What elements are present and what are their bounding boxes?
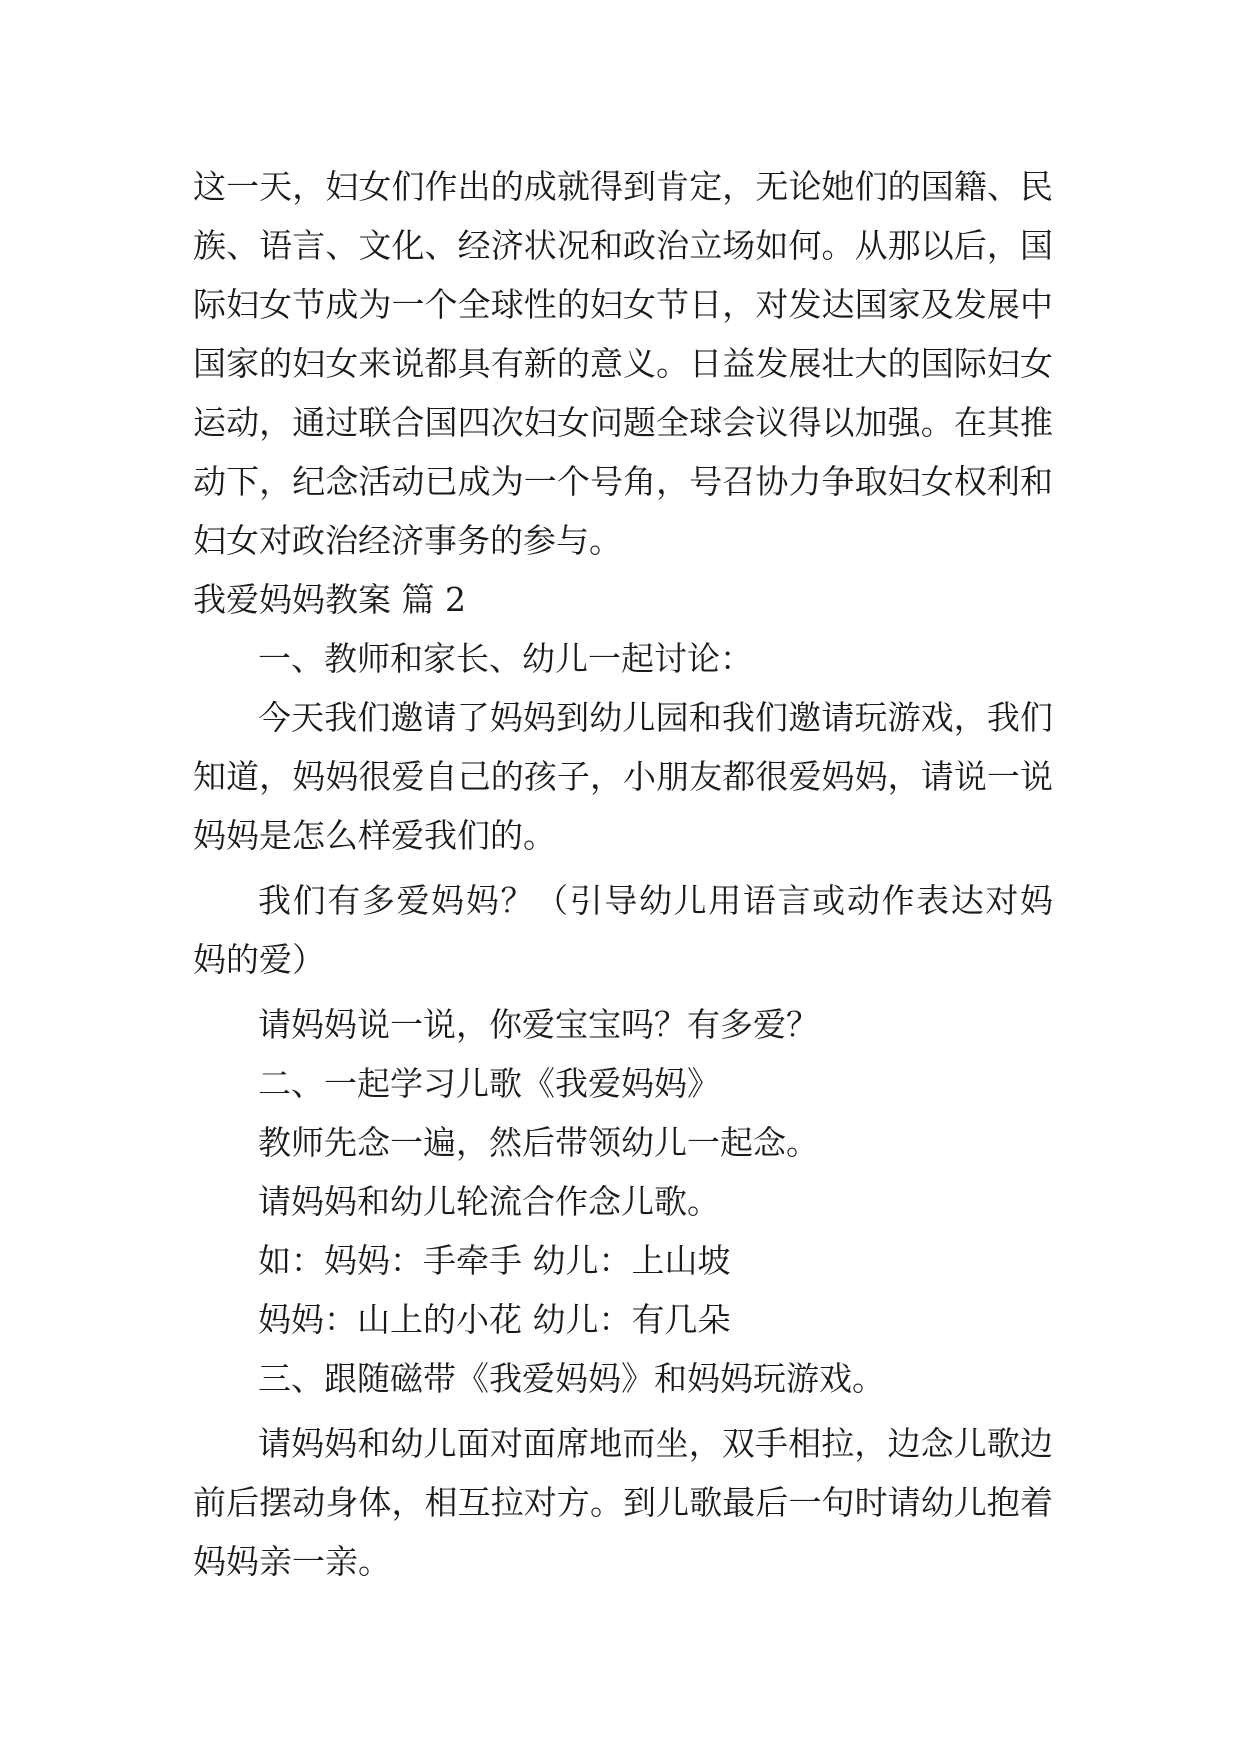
text-line: 请妈妈和幼儿轮流合作念儿歌。	[258, 1182, 720, 1221]
text-line: 今天我们邀请了妈妈到幼儿园和我们邀请玩游戏，我们	[258, 698, 1053, 737]
text-line: 动下，纪念活动已成为一个号角，号召协力争取妇女权利和	[193, 462, 1053, 501]
text-line: 际妇女节成为一个全球性的妇女节日，对发达国家及发展中	[193, 285, 1053, 324]
section-heading: 我爱妈妈教案 篇 2	[193, 580, 466, 619]
text-line: 妈妈是怎么样爱我们的。	[193, 816, 556, 855]
text-line: 我们有多爱妈妈？（引导幼儿用语言或动作表达对妈	[258, 881, 1053, 920]
text-line: 请妈妈和幼儿面对面席地而坐，双手相拉，边念儿歌边	[258, 1424, 1053, 1463]
text-line: 妇女对政治经济事务的参与。	[193, 521, 622, 560]
text-line: 国家的妇女来说都具有新的意义。日益发展壮大的国际妇女	[193, 344, 1053, 383]
text-line: 知道，妈妈很爱自己的孩子，小朋友都很爱妈妈，请说一说	[193, 757, 1053, 796]
text-line: 妈妈亲一亲。	[193, 1542, 391, 1581]
text-line: 这一天，妇女们作出的成就得到肯定，无论她们的国籍、民	[193, 167, 1053, 206]
text-line: 二、一起学习儿歌《我爱妈妈》	[258, 1064, 720, 1103]
text-line: 运动，通过联合国四次妇女问题全球会议得以加强。在其推	[193, 403, 1053, 442]
text-line: 族、语言、文化、经济状况和政治立场如何。从那以后，国	[193, 226, 1053, 265]
text-line: 前后摆动身体，相互拉对方。到儿歌最后一句时请幼儿抱着	[193, 1483, 1053, 1522]
text-line: 一、教师和家长、幼儿一起讨论：	[258, 639, 753, 678]
text-line: 三、跟随磁带《我爱妈妈》和妈妈玩游戏。	[258, 1359, 885, 1398]
text-line: 妈妈：山上的小花 幼儿：有几朵	[258, 1300, 731, 1339]
text-line: 妈的爱）	[193, 940, 325, 979]
text-line: 请妈妈说一说，你爱宝宝吗？有多爱？	[258, 1005, 819, 1044]
text-line: 如：妈妈：手牵手 幼儿：上山坡	[258, 1241, 731, 1280]
text-line: 教师先念一遍，然后带领幼儿一起念。	[258, 1123, 819, 1162]
